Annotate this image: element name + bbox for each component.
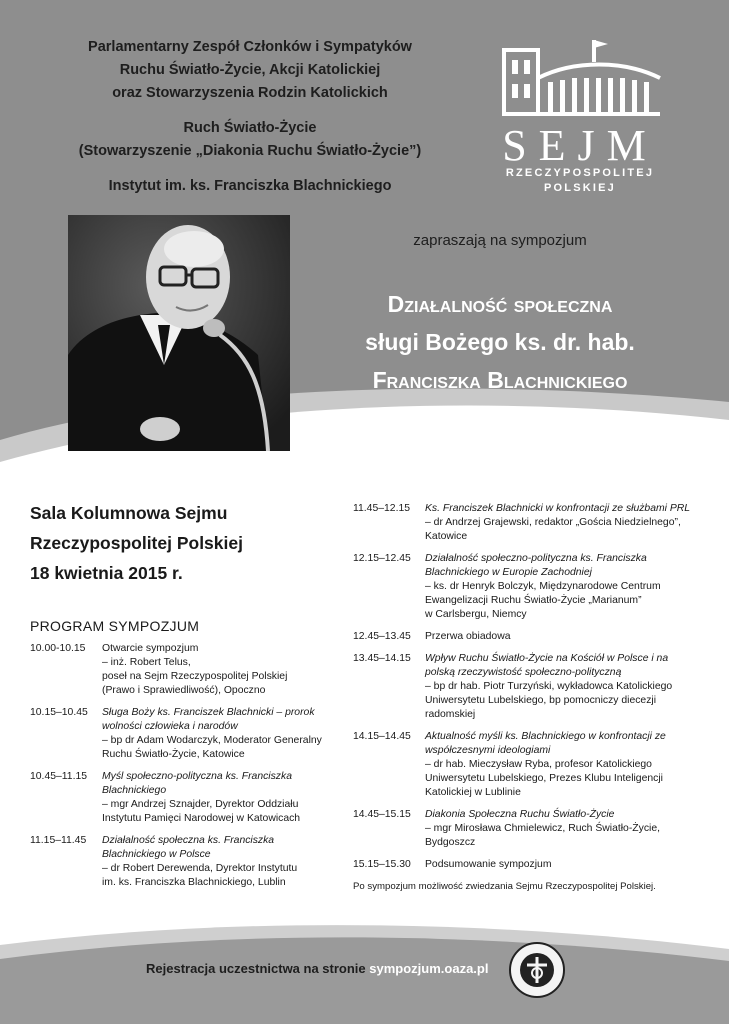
- tour-note: Po sympozjum możliwość zwiedzania Sejmu Rzeczypospolitej Polskiej.: [353, 881, 656, 892]
- program-list-left: [30, 642, 335, 898]
- program-detail-line: – dr Robert Derewenda, Dyrektor Instytutu: [102, 863, 298, 874]
- program-detail-line: Katowice: [425, 531, 468, 542]
- program-entry: [30, 642, 335, 698]
- program-entry: [353, 630, 698, 644]
- organizer-line: (Stowarzyszenie „Diakonia Ruchu Światło-Życie”): [78, 143, 422, 159]
- program-detail-line: – bp dr hab. Piotr Turzyński, wykładowca Katolickiego: [425, 681, 673, 692]
- program-detail-line: – mgr Mirosława Chmielewicz, Ruch Światło-Życie,: [425, 823, 661, 834]
- title-dates: (1921–1987): [434, 405, 566, 431]
- venue-line: Sala Kolumnowa Sejmu: [30, 503, 228, 523]
- organizer-line: Parlamentarny Zespół Członków i Sympatyków: [88, 39, 412, 55]
- program-detail-line: radomskiej: [425, 709, 476, 720]
- program-entry: [30, 834, 335, 890]
- program-entry: [353, 808, 698, 850]
- program-time: 10.00-10.15: [30, 643, 86, 654]
- program-time: 12.45–13.45: [353, 631, 411, 642]
- program-time: 11.45–12.15: [353, 503, 411, 514]
- program-talk-title: Diakonia Społeczna Ruchu Światło-Życie: [425, 809, 615, 820]
- program-time: 12.15–12.45: [353, 553, 411, 564]
- program-detail-line: Bydgoszcz: [425, 837, 476, 848]
- program-time: 13.45–14.15: [353, 653, 411, 664]
- program-detail-line: Podsumowanie sympozjum: [425, 859, 552, 870]
- program-detail-line: Katolickiej w Lublinie: [425, 787, 521, 798]
- organizer-line: Ruch Światło-Życie: [183, 120, 317, 136]
- venue-line: Rzeczypospolitej Polskiej: [30, 533, 243, 553]
- organizers-block: [40, 36, 460, 198]
- program-time: 15.15–15.30: [353, 859, 411, 870]
- program-entry: [353, 552, 698, 622]
- program-entry: [353, 730, 698, 800]
- program-detail-line: poseł na Sejm Rzeczypospolitej Polskiej: [102, 671, 288, 682]
- program-talk-title: Ks. Franciszek Blachnicki w konfrontacji ze służbami PRL: [425, 503, 691, 514]
- program-detail-line: w Carlsbergu, Niemcy: [425, 609, 527, 620]
- portrait-photo: [68, 215, 290, 451]
- event-date: 18 kwietnia 2015 r.: [30, 563, 183, 583]
- program-detail-line: Instytutu Pamięci Narodowej w Katowicach: [102, 813, 301, 824]
- program-talk-title: Działalność społeczna ks. Franciszka Blachnickiego w Polsce: [102, 835, 275, 860]
- venue-block: [30, 498, 330, 588]
- program-detail-line: – bp dr Adam Wodarczyk, Moderator Generalny: [102, 735, 322, 746]
- program-detail-line: – inż. Robert Telus,: [102, 657, 191, 668]
- program-detail-line: Przerwa obiadowa: [425, 631, 511, 642]
- title-line: Franciszka Blachnickiego: [372, 367, 628, 393]
- program-time: 10.45–11.15: [30, 771, 88, 782]
- program-detail-line: Ewangelizacji Ruchu Światło-Życie „Marianum”: [425, 595, 642, 606]
- program-detail-line: – mgr Andrzej Sznajder, Dyrektor Oddziału: [102, 799, 299, 810]
- program-talk-title: Aktualność myśli ks. Blachnickiego w konfrontacji ze współczesnymi ideologiami: [425, 731, 666, 756]
- program-talk-title: Myśl społeczno-polityczna ks. Franciszka Blachnickiego: [102, 771, 292, 796]
- program-detail-line: – ks. dr Henryk Bolczyk, Międzynarodowe Centrum: [425, 581, 661, 592]
- program-detail-line: Ruchu Światło-Życie, Katowice: [102, 749, 245, 760]
- sejm-logo-word: SEJM: [502, 121, 658, 170]
- registration-info: [146, 961, 488, 976]
- program-time: 14.45–15.15: [353, 809, 411, 820]
- title-line: Działalność społeczna: [387, 291, 613, 317]
- program-time: 10.15–10.45: [30, 707, 88, 718]
- program-talk-title: Wpływ Ruchu Światło-Życie na Kościół w Polsce i na polską rzeczywistość społeczno-polityczną: [425, 653, 669, 678]
- program-talk-title: Sługa Boży ks. Franciszek Blachnicki – prorok wolności człowieka i narodów: [102, 707, 315, 732]
- program-detail-line: Uniwersytetu Lubelskiego, Prezes Klubu Inteligencji: [425, 773, 663, 784]
- program-detail-line: Uniwersytetu Lubelskiego, bp pomocniczy diecezji: [425, 695, 657, 706]
- program-detail-line: (Prawo i Sprawiedliwość), Opoczno: [102, 685, 266, 696]
- sejm-logo-subtitle: RZECZYPOSPOLITEJ POLSKIEJ: [505, 167, 655, 194]
- program-entry: [353, 502, 698, 544]
- program-time: 14.15–14.45: [353, 731, 411, 742]
- symposium-title: [320, 285, 680, 437]
- registration-link[interactable]: sympozjum.oaza.pl: [369, 961, 489, 976]
- program-entry: [30, 770, 335, 826]
- program-entry: [30, 706, 335, 762]
- program-talk-title: Działalność społeczno-polityczna ks. Franciszka Blachnickiego w Europie Zachodniej: [425, 553, 647, 578]
- organizer-line: Instytut im. ks. Franciszka Blachnickiego: [108, 178, 392, 194]
- organizer-line: oraz Stowarzyszenia Rodzin Katolickich: [112, 85, 388, 101]
- organizer-line: Ruchu Światło-Życie, Akcji Katolickiej: [119, 62, 381, 78]
- program-detail-line: Otwarcie sympozjum: [102, 643, 199, 654]
- program-heading: PROGRAM SYMPOZJUM: [30, 618, 200, 634]
- program-detail-line: – dr Andrzej Grajewski, redaktor „Gościa Niedzielnego”,: [425, 517, 681, 528]
- invite-text: zapraszają na sympozjum: [413, 232, 587, 249]
- program-list-right: [353, 502, 698, 894]
- title-line: sługi Bożego ks. dr. hab.: [365, 329, 635, 355]
- program-time: 11.15–11.45: [30, 835, 87, 846]
- program-entry: [353, 858, 698, 872]
- program-entry: [353, 652, 698, 722]
- program-detail-line: im. ks. Franciszka Blachnickiego, Lublin: [102, 877, 286, 888]
- movement-seal-icon: [508, 941, 566, 999]
- registration-text: Rejestracja uczestnictwa na stronie: [146, 961, 366, 976]
- program-detail-line: – dr hab. Mieczysław Ryba, profesor Katolickiego: [425, 759, 652, 770]
